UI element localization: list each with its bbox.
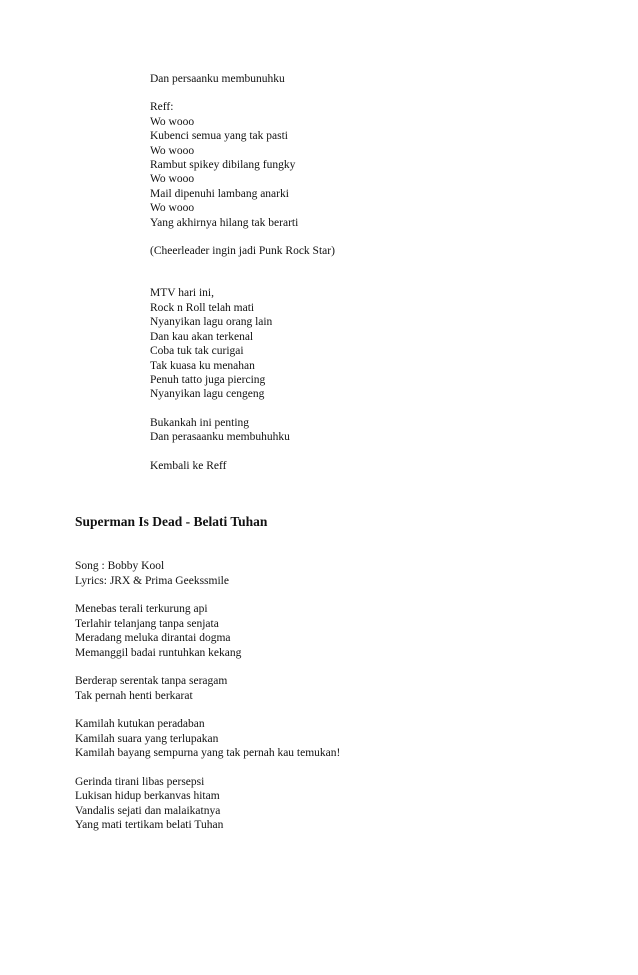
reff-block — [150, 100, 590, 230]
lyric-line: Penuh tatto juga piercing — [150, 373, 266, 386]
cheerleader-block — [150, 244, 590, 258]
song-title: Superman Is Dead - Belati Tuhan — [75, 514, 268, 529]
verse-block — [150, 286, 590, 401]
lyric-line: Dan perasaanku membuhuhku — [150, 431, 290, 444]
verse-block — [75, 775, 595, 833]
lyric-line: Tak pernah henti berkarat — [75, 689, 193, 702]
lyric-block — [150, 72, 590, 86]
reff-label: Reff: — [150, 101, 174, 114]
lyric-line: Berderap serentak tanpa seragam — [75, 675, 228, 687]
lyric-line: MTV hari ini, — [150, 287, 214, 300]
lyric-line: Yang akhirnya hilang tak berarti — [150, 216, 299, 229]
lyric-line: Memanggil badai runtuhkan kekang — [75, 646, 242, 659]
lyric-line: Lukisan hidup berkanvas hitam — [75, 790, 220, 802]
lyric-line: Nyanyikan lagu orang lain — [150, 316, 273, 329]
lyric-line: Kubenci semua yang tak pasti — [150, 130, 288, 143]
lyric-line: Meradang meluka dirantai dogma — [75, 632, 231, 644]
lyric-line: Rock n Roll telah mati — [150, 301, 255, 314]
lyric-line: Wo wooo — [150, 202, 195, 215]
lyric-line: Kembali ke Reff — [150, 459, 227, 472]
song-credit: Song : Bobby Kool — [75, 560, 165, 572]
lyric-line: Wo wooo — [150, 144, 195, 157]
lyric-line: Bukankah ini penting — [150, 416, 250, 429]
lyrics-continuation — [150, 72, 590, 487]
song-section — [75, 513, 595, 847]
bukankah-block — [150, 416, 590, 445]
lyric-line: Tak kuasa ku menahan — [150, 359, 255, 372]
lyric-line: Dan persaanku membunuhku — [150, 73, 285, 85]
lyric-line: Wo wooo — [150, 115, 195, 128]
lyric-line: Terlahir telanjang tanpa senjata — [75, 617, 219, 630]
lyric-line: Nyanyikan lagu cengeng — [150, 388, 265, 401]
lyric-line: Coba tuk tak curigai — [150, 345, 244, 358]
lyric-line: Dan kau akan terkenal — [150, 330, 254, 343]
chorus-block — [75, 717, 595, 761]
lyric-line: Mail dipenuhi lambang anarki — [150, 187, 289, 200]
verse-block — [75, 602, 595, 660]
lyric-line: Yang mati tertikam belati Tuhan — [75, 819, 224, 831]
lyric-line: Kamilah bayang sempurna yang tak pernah kau temukan! — [75, 747, 341, 759]
credits-block — [75, 559, 595, 588]
lyric-line: (Cheerleader ingin jadi Punk Rock Star) — [150, 245, 335, 258]
lyric-line: Menebas terali terkurung api — [75, 603, 208, 615]
lyric-line: Gerinda tirani libas persepsi — [75, 775, 205, 788]
lyric-line: Kamilah kutukan peradaban — [75, 718, 205, 730]
lyric-line: Rambut spikey dibilang fungky — [150, 159, 296, 172]
kembali-block — [150, 459, 590, 473]
verse-block — [75, 674, 595, 703]
lyric-line: Wo wooo — [150, 173, 195, 186]
lyrics-credit: Lyrics: JRX & Prima Geekssmile — [75, 574, 229, 587]
lyric-line: Vandalis sejati dan malaikatnya — [75, 804, 221, 817]
lyric-line: Kamilah suara yang terlupakan — [75, 732, 219, 745]
